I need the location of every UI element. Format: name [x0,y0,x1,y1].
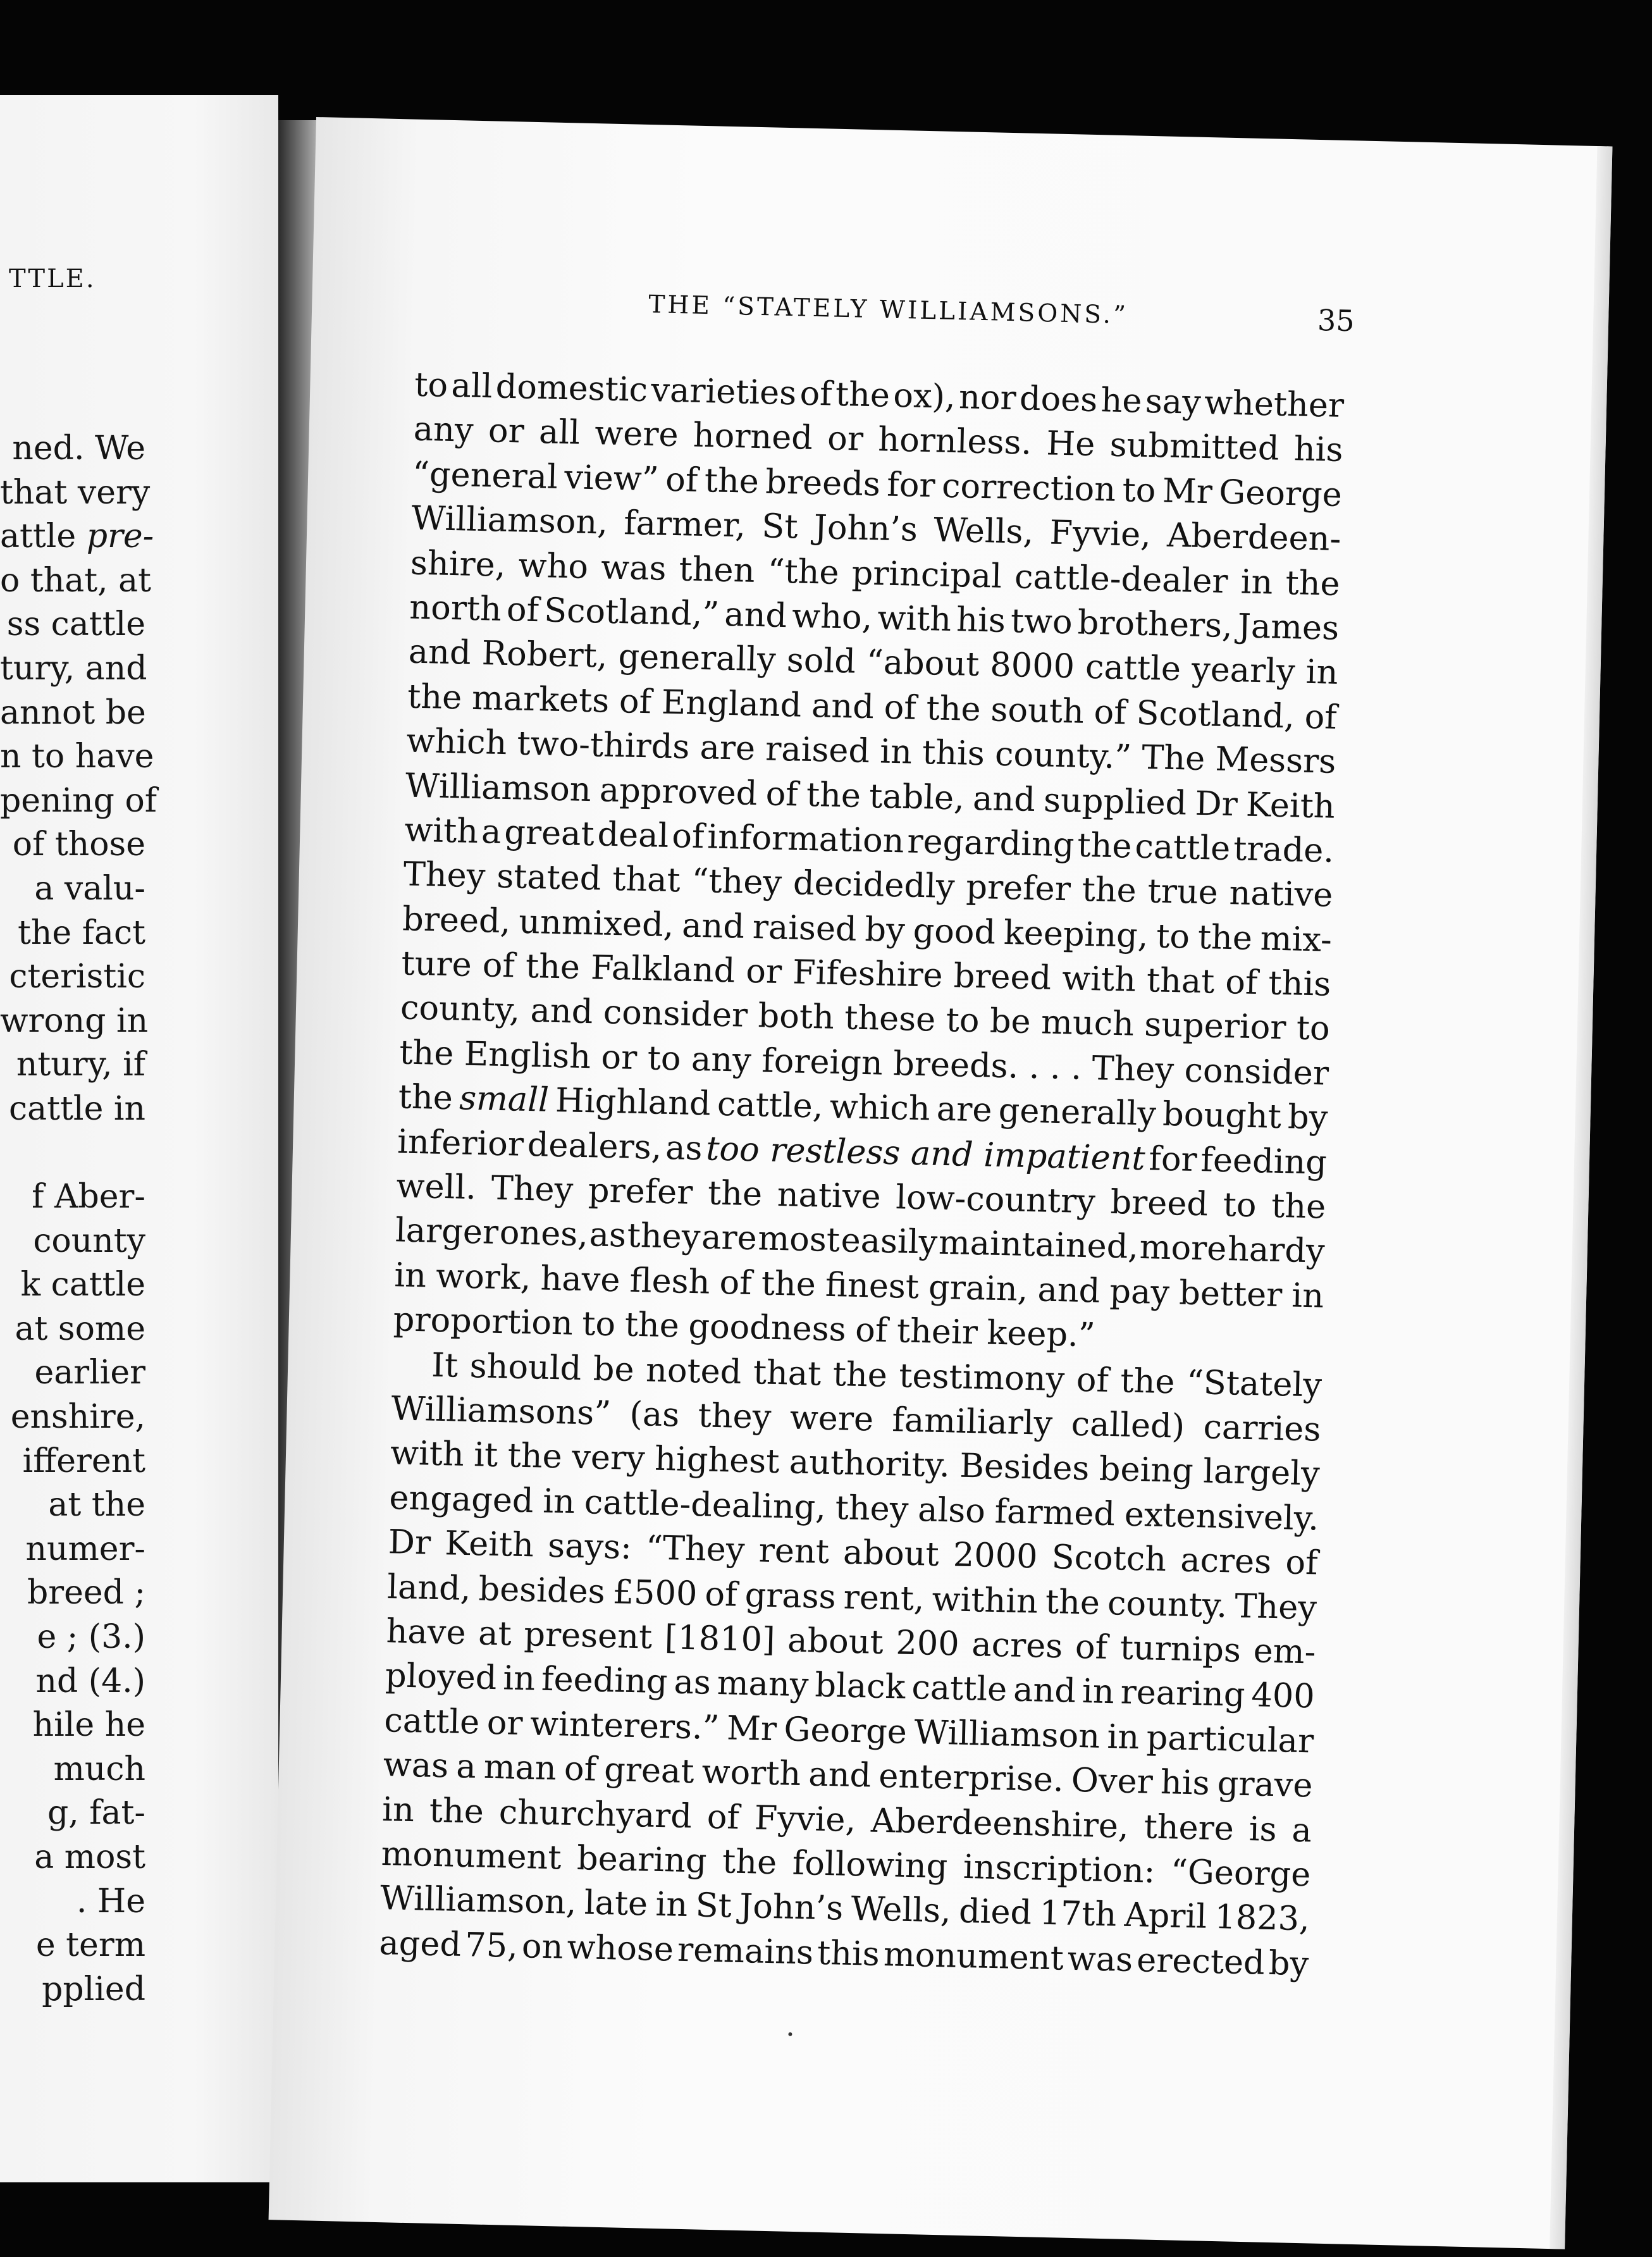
text-line: with a great deal of information regarding the cattle trade. [404,810,1335,870]
text-line: north of Scotland,” and who, with his two brothers, James [409,588,1340,648]
left-text-line: nd (4.) [35,1662,145,1700]
left-text-line: numer- [25,1530,145,1568]
left-text-line: attle pre- [0,517,154,556]
text-line: inferior dealers, as too restless and impatient for feeding [397,1122,1328,1182]
page-number: 35 [1317,303,1355,338]
left-text-line: wrong in [0,1001,149,1040]
text-line: ture of the Falkland or Fifeshire breed with that of this [400,944,1331,1004]
left-text-line: cteristic [9,958,145,996]
text-line: “general view” of the breeds for correction to Mr George [412,454,1343,514]
ink-speck [788,2032,792,2036]
left-text-line: county [33,1221,145,1260]
text-line: Dr Keith says: “They rent about 2000 Scotch acres of [388,1523,1319,1583]
text-line: It should be noted that the testimony of the “Stately [431,1345,1322,1405]
left-text-line: a most [34,1838,145,1876]
text-line: any or all were horned or hornless. He submitted his [413,410,1344,470]
left-page-text [0,427,157,2012]
left-text-line: o that, at [0,561,152,600]
body-text [379,363,1345,1987]
text-line: which two-thirds are raised in this county.” The Messrs [405,721,1336,781]
left-text-line: cattle in [9,1089,145,1128]
left-text-line: annot be [0,693,146,732]
left-text-line: ifferent [22,1442,145,1480]
text-line: They stated that “they decidedly prefer the true native [403,855,1334,915]
text-line: to all domestic varieties of the ox), nor does he say whether [414,365,1345,425]
left-text-line: n to have [0,738,154,776]
text-line: larger ones, as they are most easily maintained, more hardy [395,1211,1326,1271]
left-text-line: breed ; [27,1574,145,1612]
text-line: the small Highland cattle, which are generally bought by [398,1077,1329,1137]
left-text-line: a valu- [34,869,145,908]
left-text-line: at some [15,1309,145,1348]
left-text-line: f Aber- [32,1178,145,1216]
left-text-line: pplied [42,1970,145,2008]
left-text-line: pening of [0,781,157,820]
text-line: engaged in cattle-dealing, they also farmed extensively. [388,1478,1319,1538]
running-head: THE “STATELY WILLIAMSONS.” [648,290,1129,330]
text-line: the English or to any foreign breeds. . . . They consider [398,1033,1329,1093]
text-line: Williamsons” (as they were familiarly called) carries [391,1389,1322,1449]
text-line: breed, unmixed, and raised by good keeping, to the mix- [402,900,1333,960]
text-line: have at present [1810] about 200 acres of turnips em- [386,1612,1317,1672]
text-line: ployed in feeding as many black cattle and in rearing 400 [385,1656,1316,1716]
left-text-line: at the [48,1486,145,1524]
text-line: county, and consider both these to be much superior to [400,988,1331,1049]
text-line: aged 75, on whose remains this monument was erected by [378,1923,1309,1984]
left-text-line: much [53,1750,145,1788]
text-line: well. They prefer the native low-country breed to the [396,1166,1326,1227]
left-text-line: . He [76,1882,145,1920]
left-text-line: g, fat- [47,1794,145,1833]
text-line: Williamson, late in St John’s Wells, died 17th April 1823, [379,1879,1310,1939]
right-page [269,117,1613,2249]
left-text-line: ned. We [12,430,145,467]
left-text-line: earlier [34,1354,145,1392]
left-text-line: enshire, [10,1398,145,1437]
left-running-head: TTLE. [9,264,96,294]
left-text-line: k cattle [20,1266,145,1304]
text-line: monument bearing the following inscription: “George [381,1834,1312,1895]
text-line: was a man of great worth and enterprise. Over his grave [383,1745,1314,1805]
left-text-line [0,1132,145,1176]
text-line: shire, who was then “the principal cattle-dealer in the [410,543,1341,603]
text-line: with it the very highest authority. Besides being largely [390,1433,1321,1493]
left-text-line: ss cattle [6,605,145,644]
text-line: cattle or winterers.” Mr George Williamson in particular [383,1700,1314,1761]
text-line: in work, have flesh of the finest grain, and pay better in [393,1256,1324,1316]
left-text-line: e ; (3.) [37,1618,145,1657]
text-line: the markets of England and of the south of Scotland, of [407,677,1338,737]
text-line: in the churchyard of Fyvie, Aberdeenshire, there is a [381,1790,1312,1850]
left-text-line: hile he [32,1706,145,1745]
left-facing-page [0,95,278,2182]
text-line: proportion to the goodness of their keep.” [393,1300,1096,1355]
text-line: Williamson, farmer, St John’s Wells, Fyvie, Aberdeen- [410,498,1341,559]
text-line: Williamson approved of the table, and supplied Dr Keith [405,765,1336,826]
left-text-line: ntury, if [16,1046,145,1084]
left-text-line: tury, and [0,649,147,688]
page-edge [1550,146,1612,2249]
left-text-line: of those [12,826,145,864]
left-text-line: e term [35,1926,145,1965]
left-text-line: the fact [18,913,145,952]
left-text-line: that very [0,473,151,512]
text-line: land, besides £500 of grass rent, within the county. They [386,1567,1317,1628]
text-line: and Robert, generally sold “about 8000 cattle yearly in [408,632,1339,693]
